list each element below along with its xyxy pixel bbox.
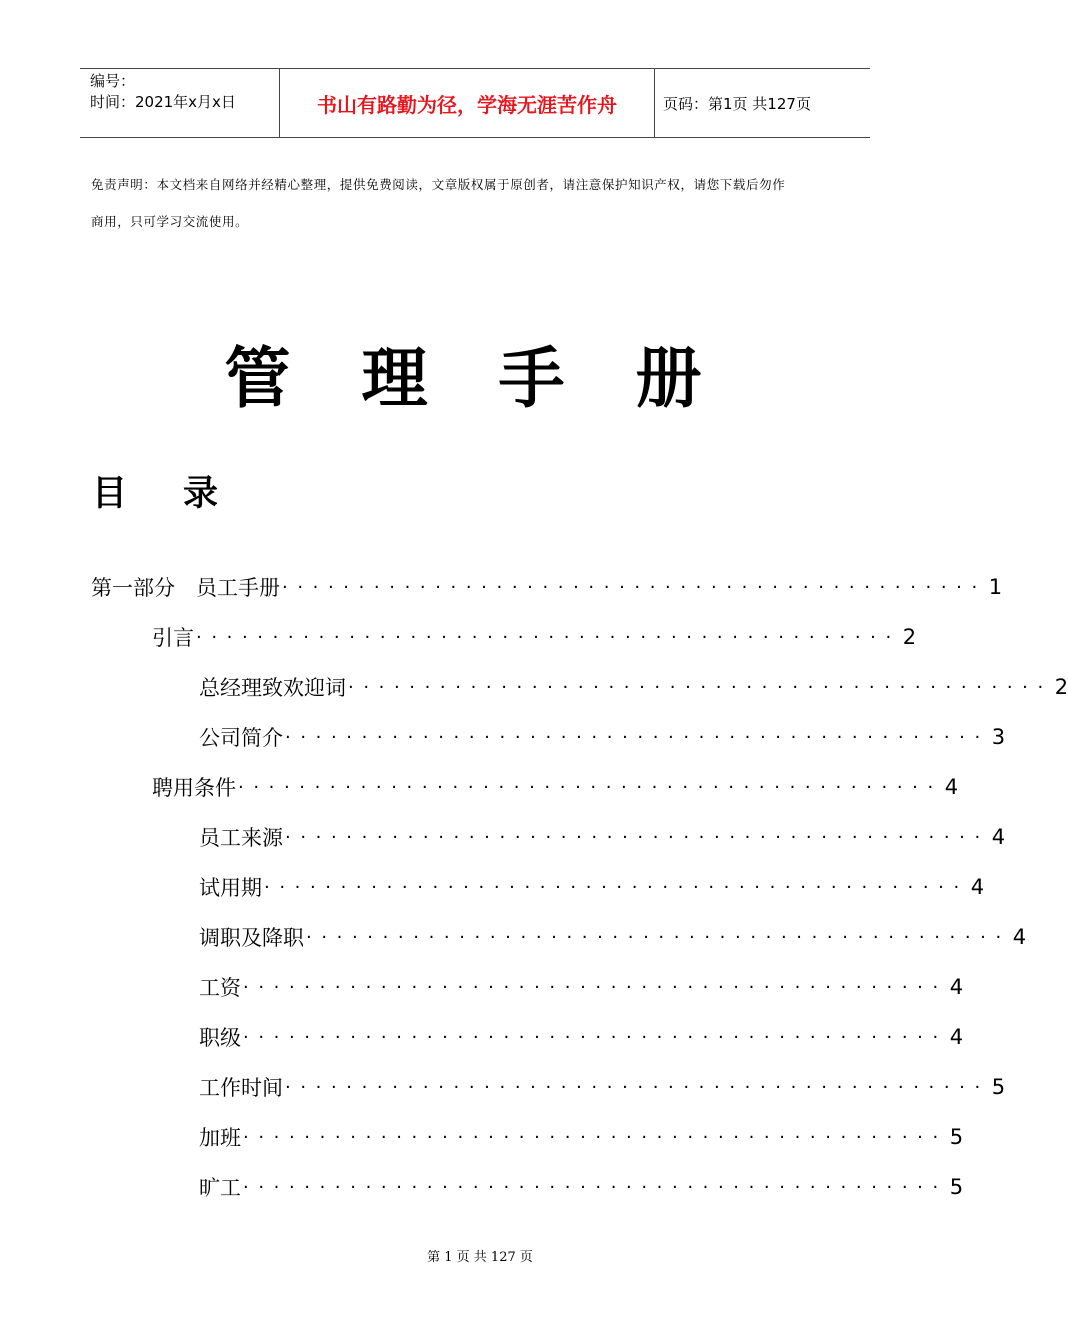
- toc-entry-page: 1: [988, 575, 1003, 599]
- toc-entry-label: 聘用条件: [152, 776, 236, 800]
- toc-leader-dots: ··············································: [285, 826, 990, 848]
- header-motto: 书山有路勤为径，学海无涯苦作舟: [280, 69, 655, 137]
- disclaimer-line-2: 商用，只可学习交流使用。: [91, 214, 249, 229]
- page-title: 管 理 手 册: [224, 340, 726, 417]
- toc-entry-label: 试用期: [199, 876, 262, 900]
- toc-leader-dots: ··············································: [306, 926, 1011, 948]
- toc-heading: [92, 466, 218, 516]
- toc-entry-page: 3: [991, 725, 1006, 749]
- toc-entry[interactable]: [199, 722, 1006, 752]
- toc-entry[interactable]: [199, 1122, 964, 1152]
- toc-leader-dots: ··············································: [264, 876, 969, 898]
- toc-heading-char-1: 目: [92, 474, 128, 514]
- time-label: 时间：2021年x月x日: [90, 93, 236, 111]
- toc-entry[interactable]: [152, 772, 959, 802]
- toc-entry-page: 4: [944, 775, 959, 799]
- toc-leader-dots: ··············································: [196, 626, 901, 648]
- toc-entry[interactable]: [199, 1072, 1006, 1102]
- toc-leader-dots: ··············································: [282, 576, 987, 598]
- toc-entry[interactable]: [199, 822, 1006, 852]
- toc-entry-page: 2: [1054, 675, 1068, 699]
- toc-entry-page: 4: [1012, 925, 1027, 949]
- toc-leader-dots: ··············································: [243, 1126, 948, 1148]
- disclaimer: [91, 166, 866, 240]
- header-page-info: 页码：第1页 共127页: [663, 94, 811, 113]
- toc-leader-dots: ··············································: [238, 776, 943, 798]
- toc-entry-page: 2: [902, 625, 917, 649]
- number-label: 编号：: [90, 72, 136, 90]
- toc-entry-label: 公司简介: [199, 726, 283, 750]
- toc-entry[interactable]: [152, 622, 917, 652]
- toc-leader-dots: ··············································: [243, 1026, 948, 1048]
- disclaimer-line-1: 免责声明：本文档来自网络并经精心整理，提供免费阅读，文章版权属于原创者，请注意保护知识产权，请您下载后勿作: [91, 177, 786, 192]
- toc-leader-dots: ··············································: [348, 676, 1053, 698]
- toc-entry-label: 加班: [199, 1126, 241, 1150]
- header-meta: [80, 69, 280, 137]
- toc-entry[interactable]: [199, 672, 1068, 702]
- toc-entry-label: 总经理致欢迎词: [199, 676, 346, 700]
- toc-entry-page: 4: [949, 1025, 964, 1049]
- toc-entry-label: 职级: [199, 1026, 241, 1050]
- toc-entry-page: 4: [991, 825, 1006, 849]
- document-header: [80, 68, 870, 138]
- toc-leader-dots: ··············································: [285, 1076, 990, 1098]
- toc-leader-dots: ··············································: [243, 1176, 948, 1198]
- toc-entry-label: 工资: [199, 976, 241, 1000]
- toc-entry[interactable]: [91, 572, 1003, 602]
- toc-entry[interactable]: [199, 1022, 964, 1052]
- toc-entry-label: 引言: [152, 626, 194, 650]
- toc-entry[interactable]: [199, 1172, 964, 1202]
- toc-entry-page: 4: [970, 875, 985, 899]
- toc-entry-page: 5: [949, 1175, 964, 1199]
- page-footer: 第 1 页 共 127 页: [427, 1250, 533, 1265]
- toc-entry-label: 旷工: [199, 1176, 241, 1200]
- toc-entry[interactable]: [199, 922, 1027, 952]
- toc-entry-label: 第一部分 员工手册: [91, 576, 280, 600]
- toc-heading-char-2: 录: [183, 474, 219, 514]
- toc-entry-label: 工作时间: [199, 1076, 283, 1100]
- toc-entry[interactable]: [199, 872, 985, 902]
- toc-entry-page: 5: [949, 1125, 964, 1149]
- toc-leader-dots: ··············································: [243, 976, 948, 998]
- toc-entry-label: 调职及降职: [199, 926, 304, 950]
- toc-entry-page: 5: [991, 1075, 1006, 1099]
- toc-entry-page: 4: [949, 975, 964, 999]
- toc-entry[interactable]: [199, 972, 964, 1002]
- toc-entry-label: 员工来源: [199, 826, 283, 850]
- toc-leader-dots: ··············································: [285, 726, 990, 748]
